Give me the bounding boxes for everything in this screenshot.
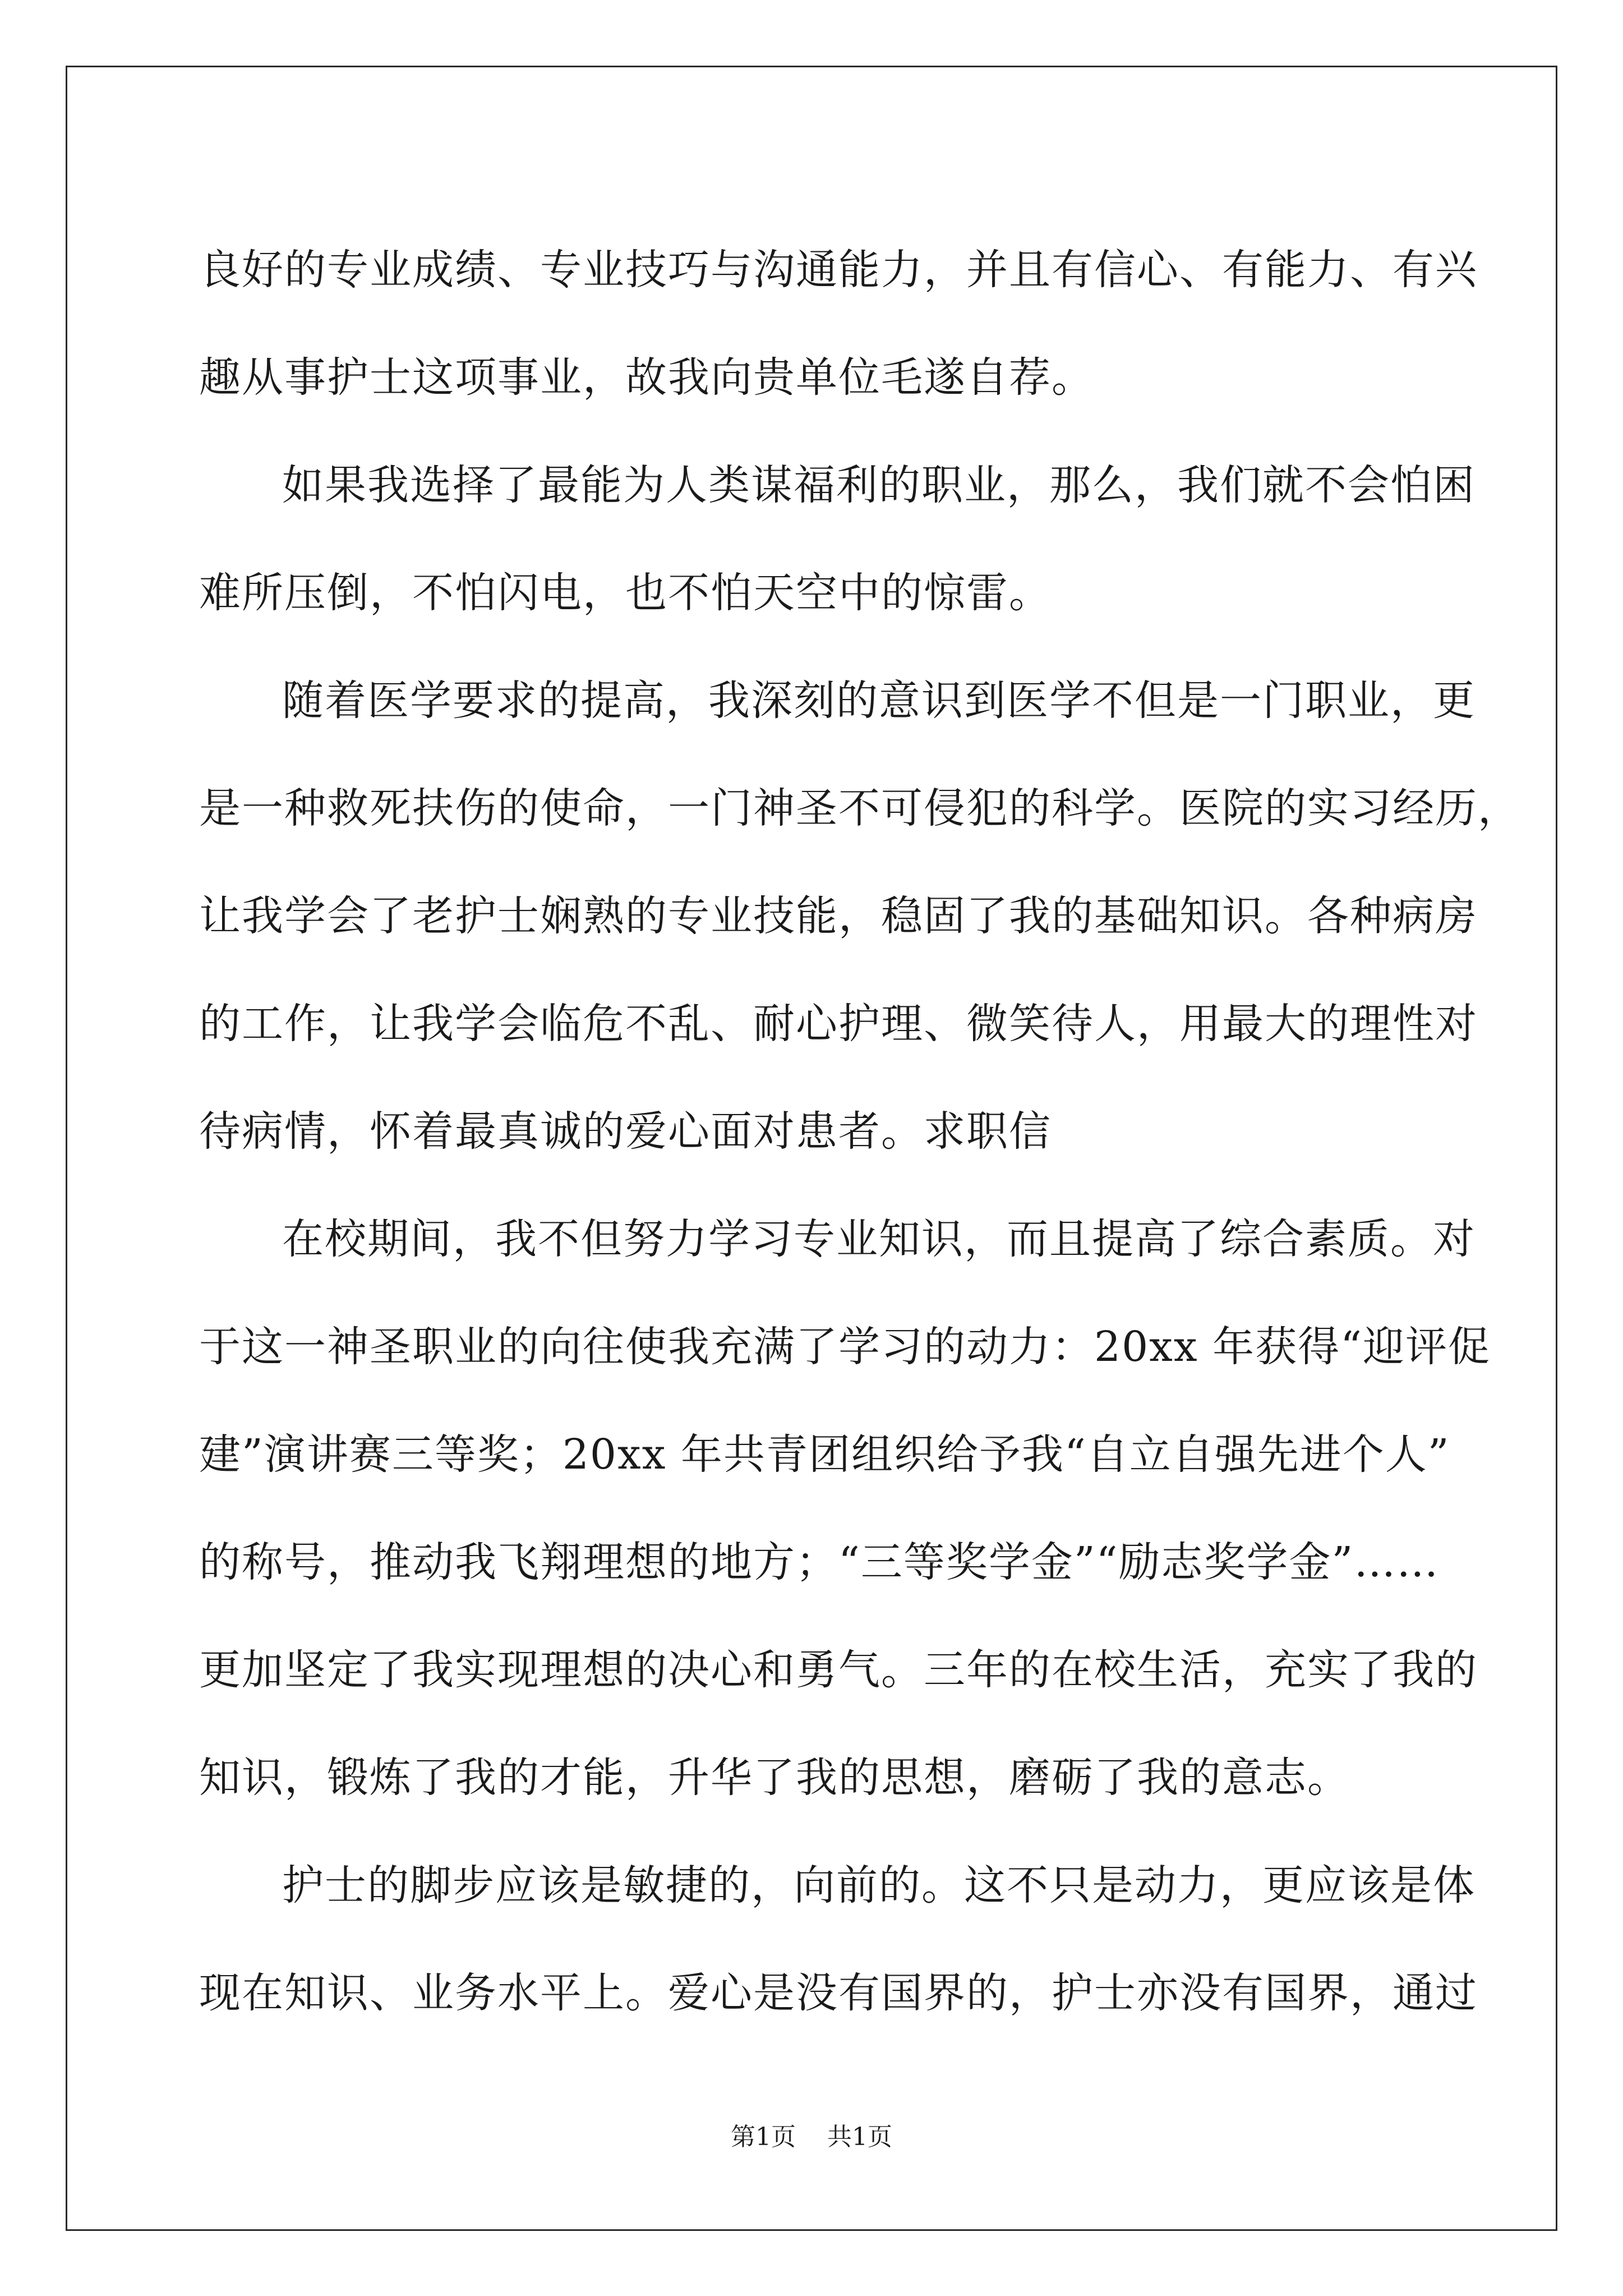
document-body xyxy=(199,216,1520,2047)
text-line: 于这一神圣职业的向往使我充满了学习的动力：20xx 年获得“迎评促 xyxy=(199,1323,1491,1371)
text-line: 知识，锻炼了我的才能，升华了我的思想，磨砺了我的意志。 xyxy=(199,1754,1350,1802)
text-line: 难所压倒，不怕闪电，也不怕天空中的惊雷。 xyxy=(199,569,1052,617)
text-line: 护士的脚步应该是敏捷的，向前的。这不只是动力，更应该是体 xyxy=(282,1861,1476,1910)
text-line: 趣从事护士这项事业，故我向贵单位毛遂自荐。 xyxy=(199,353,1094,402)
text-line: 更加坚定了我实现理想的决心和勇气。三年的在校生活，充实了我的 xyxy=(199,1646,1478,1694)
text-line: 良好的专业成绩、专业技巧与沟通能力，并且有信心、有能力、有兴 xyxy=(199,246,1478,294)
text-line: 是一种救死扶伤的使命，一门神圣不可侵犯的科学。医院的实习经历， xyxy=(199,784,1520,832)
text-line: 待病情，怀着最真诚的爱心面对患者。求职信 xyxy=(199,1107,1052,1156)
page-number-total: 共1页 xyxy=(827,2123,892,2151)
text-line: 的工作，让我学会临危不乱、耐心护理、微笑待人，用最大的理性对 xyxy=(199,1000,1478,1048)
text-line: 在校期间，我不但努力学习专业知识，而且提高了综合素质。对 xyxy=(282,1215,1476,1263)
text-line: 的称号，推动我飞翔理想的地方；“三等奖学金”“励志奖学金”…… xyxy=(199,1538,1440,1586)
text-line: 现在知识、业务水平上。爱心是没有国界的，护士亦没有国界，通过 xyxy=(199,1969,1478,2017)
text-line: 让我学会了老护士娴熟的专业技能，稳固了我的基础知识。各种病房 xyxy=(199,892,1478,940)
text-line: 随着医学要求的提高，我深刻的意识到医学不但是一门职业，更 xyxy=(282,677,1476,725)
text-line: 如果我选择了最能为人类谋福利的职业，那么，我们就不会怕困 xyxy=(282,461,1476,509)
text-line: 建”演讲赛三等奖；20xx 年共青团组织给予我“自立自强先进个人” xyxy=(199,1430,1450,1479)
page-footer xyxy=(0,2120,1623,2154)
page-number-current: 第1页 xyxy=(731,2123,796,2151)
